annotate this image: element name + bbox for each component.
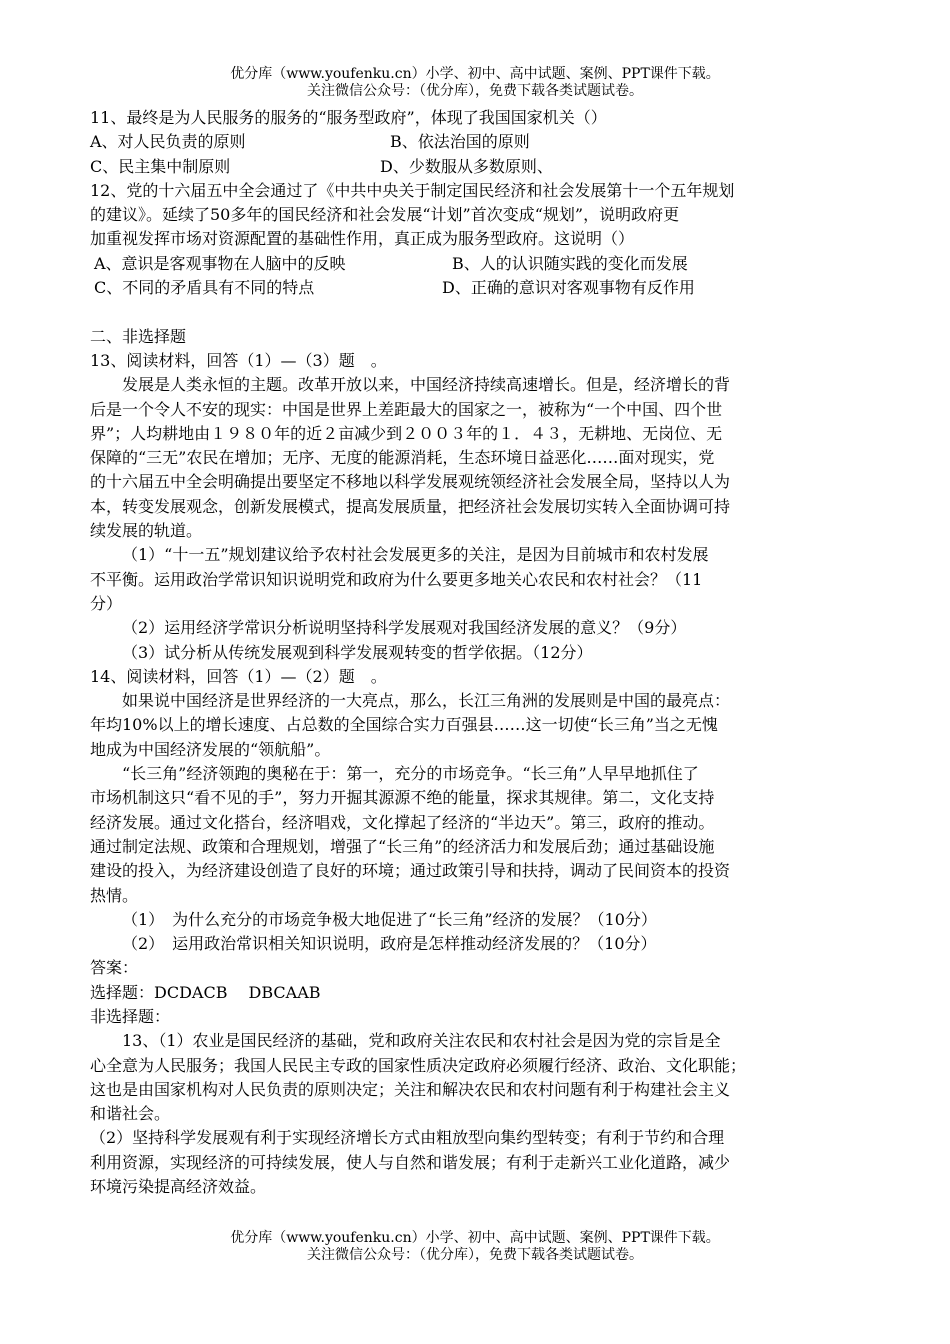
q14-material-line-2: 年均10%以上的增长速度、占总数的全国综合实力百强县……这一切使“长三角”当之无愧 — [90, 715, 718, 735]
answer-13-2-line-1: （2）坚持科学发展观有利于实现经济增长方式由粗放型向集约型转变；有利于节约和合理 — [90, 1128, 725, 1148]
q12-option-d: D、正确的意识对客观事物有反作用 — [442, 278, 695, 298]
q14-material-line-3: 地成为中国经济发展的“领航船”。 — [90, 739, 331, 759]
q14-material-line-4: “长三角”经济领跑的奥秘在于：第一，充分的市场竞争。“长三角”人早早地抓住了 — [122, 764, 699, 784]
footer-line-1: 优分库（www.youfenku.cn）小学、初中、高中试题、案例、PPT课件下载。 — [230, 1230, 720, 1246]
q14-sub2: （2） 运用政治常识相关知识说明，政府是怎样推动经济发展的？（10分） — [122, 934, 657, 954]
q11-options-row-2 — [90, 155, 870, 179]
q14-material-line-8: 建设的投入，为经济建设创造了良好的环境；通过政策引导和扶持，调动了民间资本的投资 — [90, 861, 731, 881]
answer-13-1-line-2: 心全意为人民服务；我国人民民主专政的国家性质决定政府必须履行经济、政治、文化职能； — [90, 1055, 747, 1075]
q13-sub1-line-2: 不平衡。运用政治学常识知识说明党和政府为什么要更多地关心农民和农村社会？（11 — [90, 569, 703, 589]
q13-material-line-6: 本，转变发展观念，创新发展模式，提高发展质量，把经济社会发展切实转入全面协调可持 — [90, 496, 731, 516]
q13-material-line-4: 保障的“三无”农民在增加；无序、无度的能源消耗，生态环境日益恶化……面对现实，党 — [90, 448, 715, 468]
q11-option-a: A、对人民负责的原则 — [90, 132, 246, 152]
section-heading: 二、非选择题 — [90, 326, 187, 346]
q14-material-line-5: 市场机制这只“看不见的手”，努力开掘其源源不绝的能量，探求其规律。第二，文化支持 — [90, 788, 715, 808]
q11-option-b: B、依法治国的原则 — [390, 132, 530, 152]
q14-material-line-6: 经济发展。通过文化搭台，经济唱戏，文化撑起了经济的“半边天”。第三，政府的推动。 — [90, 812, 715, 832]
q13-sub2: （2）运用经济学常识分析说明坚持科学发展观对我国经济发展的意义？（9分） — [122, 618, 687, 638]
q14-material-line-7: 通过制定法规、政策和合理规划，增强了“长三角”的经济活力和发展后劲；通过基础设施 — [90, 836, 715, 856]
answers-choice: 选择题：DCDACB DBCAAB — [90, 982, 321, 1002]
answer-13-1-line-3: 这也是由国家机构对人民负责的原则决定；关注和解决农民和农村问题有利于构建社会主义 — [90, 1079, 731, 1099]
q13-material-line-1: 发展是人类永恒的主题。改革开放以来，中国经济持续高速增长。但是，经济增长的背 — [122, 375, 731, 395]
header-line-2: 关注微信公众号：（优分库），免费下载各类试题试卷。 — [307, 83, 643, 99]
q12-options-row-1 — [90, 252, 870, 276]
answer-13-2-line-2: 利用资源，实现经济的可持续发展，使人与自然和谐发展；有利于走新兴工业化道路，减少 — [90, 1152, 731, 1172]
q11-options-row-1 — [90, 130, 870, 154]
q13-material-line-2: 后是一个令人不安的现实：中国是世界上差距最大的国家之一，被称为“一个中国、四个世 — [90, 399, 723, 419]
q13-material-line-7: 续发展的轨道。 — [90, 521, 203, 541]
q13-title: 13、阅读材料，回答（1）—（3）题 。 — [90, 350, 387, 370]
q13-sub1-line-1: （1）“十一五”规划建议给予农村社会发展更多的关注，是因为目前城市和农村发展 — [122, 545, 709, 565]
answer-13-1-line-4: 和谐社会。 — [90, 1104, 171, 1124]
page-header — [0, 66, 950, 100]
q12-stem-line-1: 12、党的十六届五中全会通过了《中共中央关于制定国民经济和社会发展第十一个五年规划 — [90, 180, 735, 200]
page-footer — [0, 1230, 950, 1264]
q12-stem-line-2: 的建议》。延续了50多年的国民经济和社会发展“计划”首次变成“规划”，说明政府更 — [90, 205, 680, 225]
q13-material-line-5: 的十六届五中全会明确提出要坚定不移地以科学发展观统领经济社会发展全局，坚持以人为 — [90, 472, 731, 492]
answers-label: 答案： — [90, 958, 139, 978]
q11-option-c: C、民主集中制原则 — [90, 156, 231, 176]
q12-option-b: B、人的认识随实践的变化而发展 — [452, 253, 688, 273]
answer-13-2-line-3: 环境污染提高经济效益。 — [90, 1177, 267, 1197]
q13-sub3: （3）试分析从传统发展观到科学发展观转变的哲学依据。（12分） — [122, 642, 593, 662]
q14-material-line-9: 热情。 — [90, 885, 139, 905]
document-body — [90, 106, 870, 1199]
q11-stem: 11、最终是为人民服务的服务的“服务型政府”，体现了我国国家机关（） — [90, 108, 607, 127]
q12-options-row-2 — [90, 276, 870, 300]
answer-13-1-line-1: 13、（1）农业是国民经济的基础，党和政府关注农民和农村社会是因为党的宗旨是全 — [122, 1031, 721, 1051]
q12-option-c: C、不同的矛盾具有不同的特点 — [94, 278, 315, 298]
q14-material-line-1: 如果说中国经济是世界经济的一大亮点，那么，长江三角洲的发展则是中国的最亮点： — [122, 691, 731, 711]
answers-nonchoice-label: 非选择题： — [90, 1006, 171, 1026]
q13-sub1-line-3: 分） — [90, 593, 123, 613]
header-line-1: 优分库（www.youfenku.cn）小学、初中、高中试题、案例、PPT课件下载。 — [230, 66, 720, 82]
footer-line-2: 关注微信公众号：（优分库），免费下载各类试题试卷。 — [307, 1247, 643, 1263]
q12-option-a: A、意识是客观事物在人脑中的反映 — [94, 253, 346, 273]
q12-stem-line-3: 加重视发挥市场对资源配置的基础性作用，真正成为服务型政府。这说明（） — [90, 229, 635, 249]
q14-sub1: （1） 为什么充分的市场竞争极大地促进了“长三角”经济的发展？（10分） — [122, 909, 657, 929]
q14-title: 14、阅读材料，回答（1）—（2）题 。 — [90, 666, 387, 686]
q11-option-d: D、少数服从多数原则、 — [380, 156, 553, 176]
q13-material-line-3: 界”；人均耕地由１９８０年的近２亩减少到２００３年的１．４３，无耕地、无岗位、无 — [90, 423, 723, 443]
